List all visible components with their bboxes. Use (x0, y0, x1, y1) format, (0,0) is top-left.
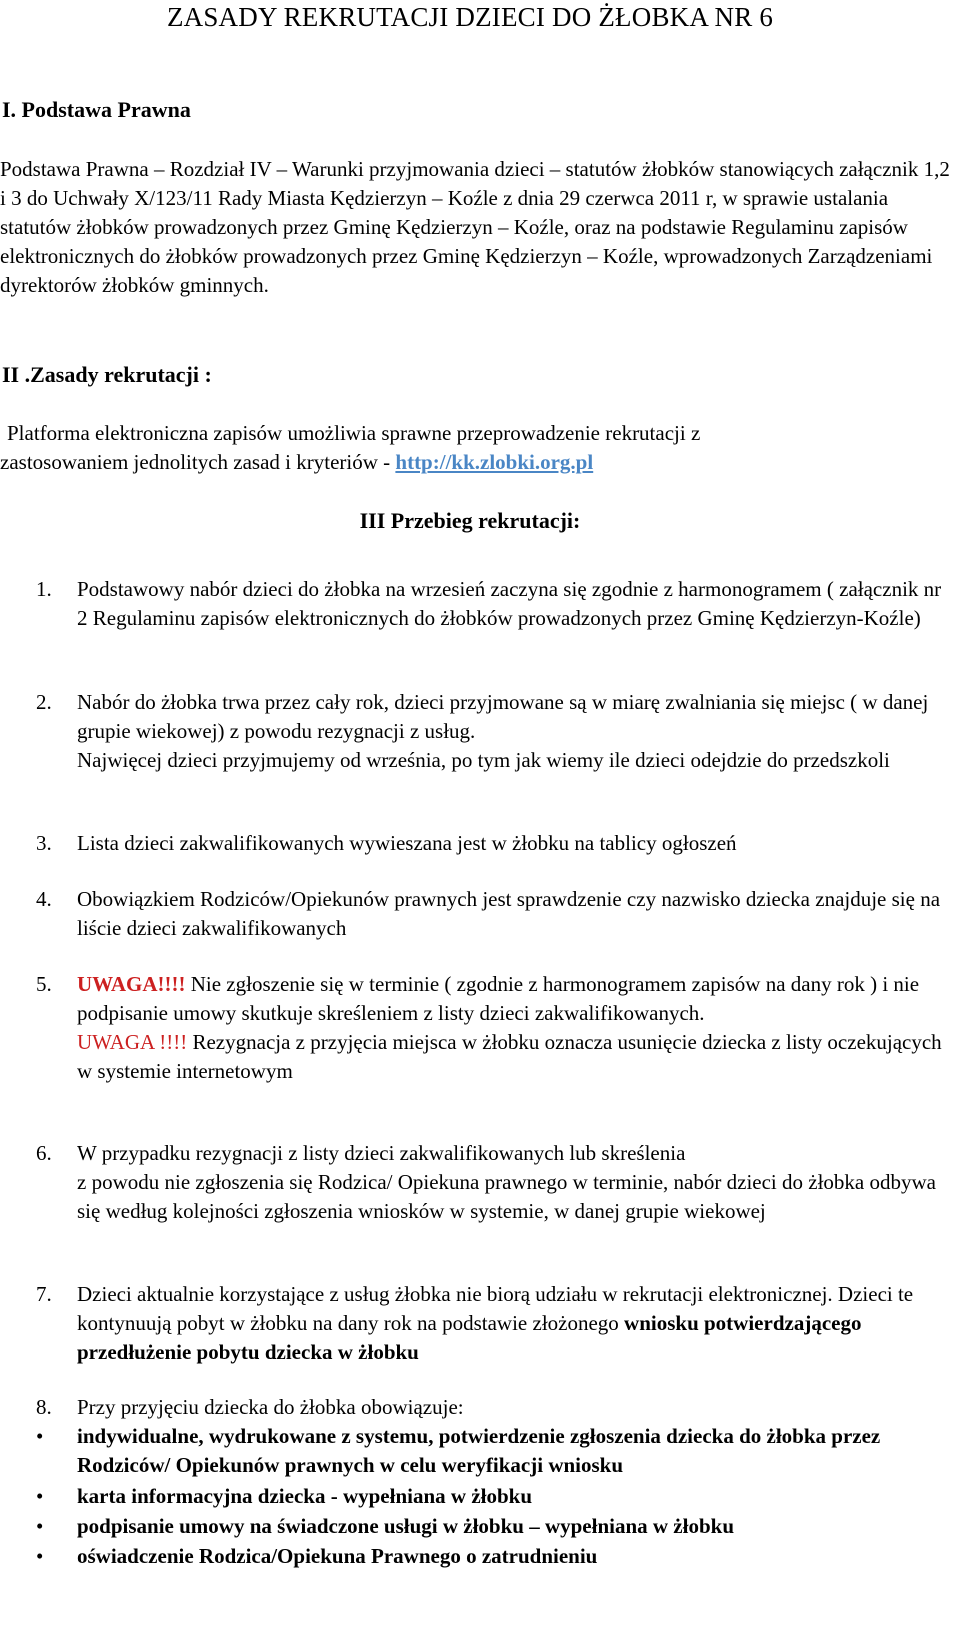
list-text: Przy przyjęciu dziecka do żłobka obowiązuje: (77, 1395, 464, 1419)
section-1-paragraph: Podstawa Prawna – Rozdział IV – Warunki przyjmowania dzieci – statutów żłobków stanowiących załącznik 1,2 i 3 do Uchwały X/123/11 Rady Miasta Kędzierzyn – Koźle z dnia 29 czerwca 2011 r, w sprawie ustalania statutów żłobków prowadzonych przez Gminę Kędzierzyn – Koźle, oraz na podstawie Regulaminu zapisów elektronicznych do żłobków prowadzonych przez Gminę Kędzierzyn – Koźle, wprowadzonych Zarządzeniami dyrektorów żłobków gminnych. (0, 157, 950, 297)
section-3-heading: III Przebieg rekrutacji: (359, 508, 581, 533)
list-text: Rezygnacja z przyjęcia miejsca w żłobku oznacza usunięcie dziecka z listy oczekujących w systemie internetowym (77, 1030, 942, 1083)
list-number: 1. (36, 577, 52, 601)
list-number: 3. (36, 831, 52, 855)
warning-label: UWAGA !!!! (77, 1030, 188, 1054)
section-2-line-1: Platforma elektroniczna zapisów umożliwia sprawne przeprowadzenie rekrutacji z (7, 421, 701, 445)
bullet-text: indywidualne, wydrukowane z systemu, potwierdzenie zgłoszenia dziecka do żłobka przez Rodziców/ Opiekunów prawnych w celu weryfikacji wniosku (77, 1424, 881, 1477)
warning-paragraph-1 (77, 970, 947, 1028)
list-number: 4. (36, 887, 52, 911)
warning-paragraph-2 (77, 1028, 947, 1086)
list-text: z powodu nie zgłoszenia się Rodzica/ Opiekuna prawnego w terminie, nabór dzieci do żłobka odbywa się według kolejności zgłoszenia wniosków w systemie, w danej grupie wiekowej (77, 1170, 936, 1223)
list-text: Obowiązkiem Rodziców/Opiekunów prawnych jest sprawdzenie czy nazwisko dziecka znajduje się na liście dzieci zakwalifikowanych (77, 887, 941, 940)
warning-label: UWAGA!!!! (77, 972, 186, 996)
section-2-paragraph (0, 419, 940, 477)
bullet-icon: • (36, 1544, 44, 1568)
list-text: Podstawowy nabór dzieci do żłobka na wrzesień zaczyna się zgodnie z harmonogramem ( załącznik nr 2 Regulaminu zapisów elektronicznych do żłobków prowadzonych przez Gminę Kędzierzyn-Koźle) (77, 577, 942, 630)
list-text: Najwięcej dzieci przyjmujemy od września, po tym jak wiemy ile dzieci odejdzie do przedszkoli (77, 748, 890, 772)
list-text-block (77, 1280, 947, 1367)
list-text-block (77, 1139, 947, 1226)
list-text-block (77, 688, 947, 775)
list-text: Lista dzieci zakwalifikowanych wywieszana jest w żłobku na tablicy ogłoszeń (77, 831, 737, 855)
registration-link[interactable]: http://kk.zlobki.org.pl (395, 450, 594, 474)
bullet-icon: • (36, 1424, 44, 1448)
list-text: Nie zgłoszenie się w terminie ( zgodnie z harmonogramem zapisów na dany rok ) i nie podpisanie umowy skutkuje skreśleniem z listy dzieci zakwalifikowanych. (77, 972, 920, 1025)
list-text: W przypadku rezygnacji z listy dzieci zakwalifikowanych lub skreślenia (77, 1141, 686, 1165)
page-title: ZASADY REKRUTACJI DZIECI DO ŻŁOBKA NR 6 (166, 2, 774, 32)
bullet-text: podpisanie umowy na świadczone usługi w żłobku – wypełniana w żłobku (77, 1514, 734, 1538)
list-text-bold: wniosku potwierdzającego przedłużenie pobytu dziecka w żłobku (77, 1311, 862, 1364)
bullet-text: karta informacyjna dziecka - wypełniana w żłobku (77, 1484, 533, 1508)
section-2-heading: II .Zasady rekrutacji : (2, 362, 212, 387)
section-2-line-2: zastosowaniem jednolitych zasad i kryteriów - (0, 450, 396, 474)
bullet-icon: • (36, 1514, 44, 1538)
list-number: 8. (36, 1395, 52, 1419)
bullet-text: oświadczenie Rodzica/Opiekuna Prawnego o zatrudnieniu (77, 1544, 598, 1568)
list-text-block (77, 970, 947, 1086)
list-number: 2. (36, 690, 52, 714)
bullet-icon: • (36, 1484, 44, 1508)
section-1-heading: I. Podstawa Prawna (2, 97, 191, 122)
list-number: 6. (36, 1141, 52, 1165)
list-number: 7. (36, 1282, 52, 1306)
list-text: Dzieci aktualnie korzystające z usług żłobka nie biorą udziału w rekrutacji elektronicznej. Dzieci te kontynuują pobyt w żłobku na dany rok na podstawie złożonego (77, 1282, 914, 1335)
list-text: Nabór do żłobka trwa przez cały rok, dzieci przyjmowane są w miarę zwalniania się miejsc ( w danej grupie wiekowej) z powodu rezygnacji z usług. (77, 690, 929, 743)
list-number: 5. (36, 972, 52, 996)
